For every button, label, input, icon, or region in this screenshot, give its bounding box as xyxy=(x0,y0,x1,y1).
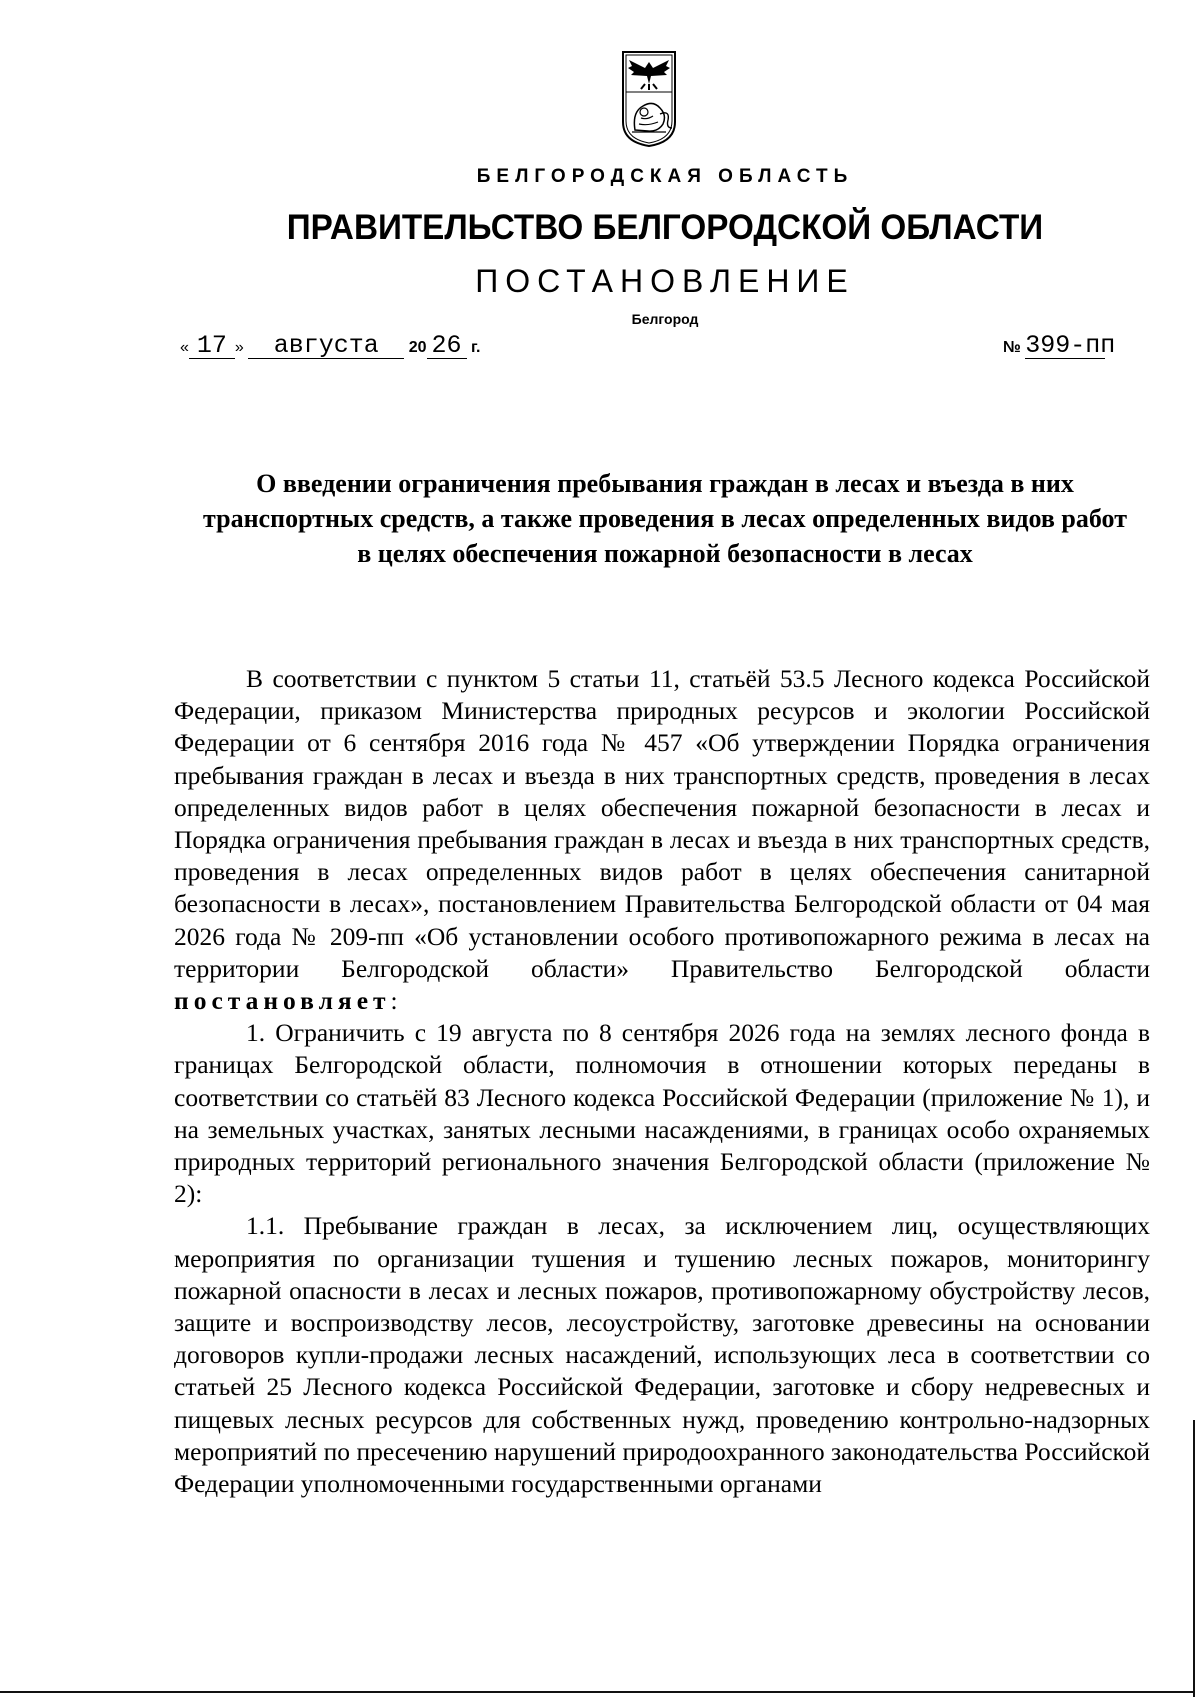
resolves-colon: : xyxy=(390,986,398,1016)
document-type: ПОСТАНОВЛЕНИЕ xyxy=(475,263,855,299)
document-body xyxy=(174,663,1150,1500)
date-year: 26 xyxy=(427,334,467,359)
item-1-paragraph: 1. Ограничить с 19 августа по 8 сентября 2026 года на землях лесного фонда в границах Белгородской области, полномочия в отношении которых переданы в соответствии со статьёй 83 Лесного кодекса Российской Федерации (приложение № 1), и на земельных участках, занятых лесными насаждениями, в границах особо охраняемых природных территорий регионального значения Белгородской области (приложение № 2): xyxy=(174,1018,1150,1209)
document-number xyxy=(1003,331,1116,363)
number-sign: № xyxy=(1003,339,1021,356)
date-open-quote: « xyxy=(180,339,189,356)
page-edge-right xyxy=(1193,1420,1195,1697)
city-name: Белгород xyxy=(631,311,699,327)
region-name: БЕЛГОРОДСКАЯ ОБЛАСТЬ xyxy=(476,166,854,187)
government-name: ПРАВИТЕЛЬСТВО БЕЛГОРОДСКОЙ ОБЛАСТИ xyxy=(286,208,1044,247)
preamble-paragraph xyxy=(174,663,1150,1017)
number-value: 399-пп xyxy=(1025,331,1116,360)
document-title: О введении ограничения пребывания граждан в лесах и въезда в них транспортных средств, а также проведения в лесах определенных видов работ в целях обеспечения пожарной безопасности в лесах xyxy=(203,469,1127,568)
resolves-word: постановляет xyxy=(174,986,391,1016)
preamble-text: В соответствии с пунктом 5 статьи 11, статьёй 53.5 Лесного кодекса Российской Федерации, приказом Министерства природных ресурсов и экологии Российской Федерации от 6 сентября 2016 года № 457 «Об утверждении Порядка ограничения пребывания граждан в лесах и въезда в них транспортных средств, проведения в лесах определенных видов работ в целях обеспечения пожарной безопасности в лесах и Порядка ограничения пребывания граждан в лесах и въезда в них транспортных средств, проведения в лесах определенных видов работ в целях обеспечения санитарной безопасности в лесах», постановлением Правительства Белгородской области от 04 мая 2026 года № 209-пп «Об установлении особого противопожарного режима в лесах на территории Белгородской области» Правительство Белгородской области xyxy=(174,664,1150,983)
date-close-quote: » xyxy=(234,339,244,356)
date-month: августа xyxy=(248,334,404,359)
page-edge-bottom xyxy=(0,1691,1195,1693)
document-date xyxy=(180,333,480,363)
coat-of-arms-icon xyxy=(620,48,678,148)
item-1-1-paragraph: 1.1. Пребывание граждан в лесах, за исключением лиц, осуществляющих мероприятия по организации тушения и тушению лесных пожаров, мониторингу пожарной опасности в лесах и лесных пожаров, противопожарному обустройству лесов, защите и воспроизводству лесов, лесоустройству, заготовке древесины на основании договоров купли-продажи лесных насаждений, использующих леса в соответствии со статьей 25 Лесного кодекса Российской Федерации, заготовке и сбору недревесных и пищевых лесных ресурсов для собственных нужд, проведению контрольно-надзорных мероприятий по пресечению нарушений природоохранного законодательства Российской Федерации уполномоченными государственными органами xyxy=(174,1211,1150,1499)
date-year-suffix: г. xyxy=(470,339,481,356)
date-day: 17 xyxy=(189,334,235,359)
date-century: 20 xyxy=(408,339,427,356)
